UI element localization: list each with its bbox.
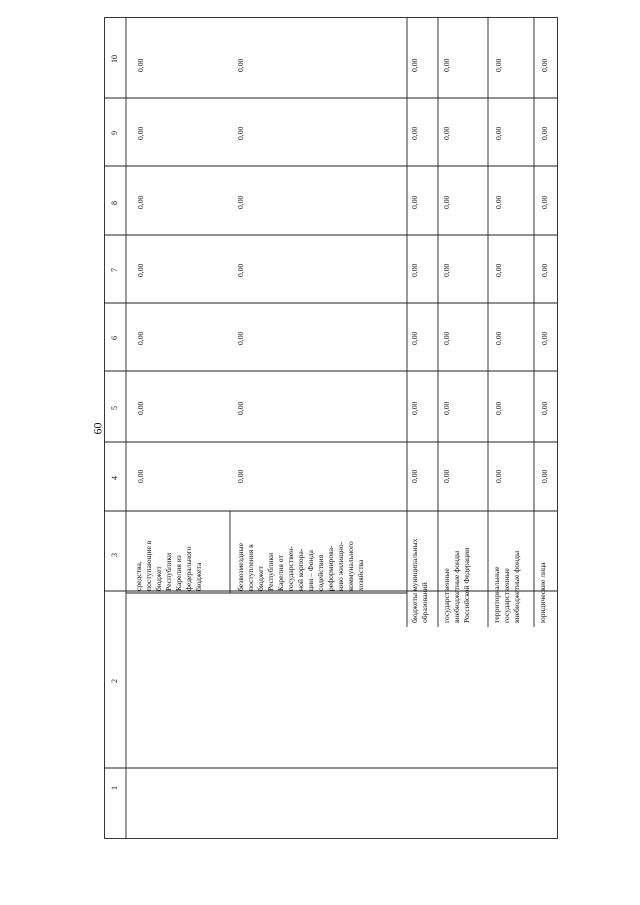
row-2-col-10: 0,00 <box>236 58 245 72</box>
row-1-col-8: 0,00 <box>136 195 145 209</box>
row-6-col-6: 0,00 <box>540 331 549 345</box>
row-4-col-9: 0,00 <box>442 126 451 140</box>
row-5-col-5: 0,00 <box>494 401 503 415</box>
row-2-col-4: 0,00 <box>236 469 245 483</box>
row-6-label: юридические лица <box>538 562 547 623</box>
row-6-col-10: 0,00 <box>540 58 549 72</box>
row-6-col-5: 0,00 <box>540 401 549 415</box>
row-3-col-6: 0,00 <box>410 331 419 345</box>
row-5-col-7: 0,00 <box>494 263 503 277</box>
row-3-col-7: 0,00 <box>410 263 419 277</box>
row-5-col-6: 0,00 <box>494 331 503 345</box>
col-header-1: 1 <box>110 786 119 790</box>
table-grid-lines <box>104 17 558 839</box>
col-header-5: 5 <box>110 406 119 410</box>
row-6-col-4: 0,00 <box>540 469 549 483</box>
row-5-col-4: 0,00 <box>494 469 503 483</box>
row-3-label: бюджеты муниципальных образований <box>410 538 429 623</box>
row-1-col-9: 0,00 <box>136 126 145 140</box>
row-2-col-9: 0,00 <box>236 126 245 140</box>
row-5-col-10: 0,00 <box>494 58 503 72</box>
row-5-col-8: 0,00 <box>494 195 503 209</box>
col-header-4: 4 <box>110 476 119 480</box>
row-6-col-9: 0,00 <box>540 126 549 140</box>
row-5-label: территориальные государственные внебюджетные фонды <box>492 550 521 623</box>
row-2-label: безвозмездные поступления в бюджет Республики Карелия от государствен- ной корпора- ции – Фонда содействия реформирова- нию жилищно- коммунального хозяйства <box>236 541 365 591</box>
row-3-col-4: 0,00 <box>410 469 419 483</box>
row-3-col-5: 0,00 <box>410 401 419 415</box>
row-4-col-7: 0,00 <box>442 263 451 277</box>
col-header-9: 9 <box>110 131 119 135</box>
row-1-label: средства, поступающие в бюджет Республики Карелия из федерального бюджета <box>134 540 203 591</box>
col-header-10: 10 <box>110 55 119 63</box>
row-5-col-9: 0,00 <box>494 126 503 140</box>
row-4-col-8: 0,00 <box>442 195 451 209</box>
row-3-col-10: 0,00 <box>410 58 419 72</box>
page-number: 60 <box>90 422 105 435</box>
col-header-8: 8 <box>110 201 119 205</box>
row-6-col-7: 0,00 <box>540 263 549 277</box>
col-header-2: 2 <box>110 679 119 683</box>
row-4-label: государственные внебюджетные фонды Российской Федерации <box>442 547 471 623</box>
row-4-col-10: 0,00 <box>442 58 451 72</box>
row-1-col-5: 0,00 <box>136 401 145 415</box>
row-1-col-4: 0,00 <box>136 469 145 483</box>
row-2-col-8: 0,00 <box>236 195 245 209</box>
row-1-col-7: 0,00 <box>136 263 145 277</box>
row-3-col-8: 0,00 <box>410 195 419 209</box>
col-header-7: 7 <box>110 268 119 272</box>
row-2-col-6: 0,00 <box>236 331 245 345</box>
row-1-col-10: 0,00 <box>136 58 145 72</box>
col-header-6: 6 <box>110 336 119 340</box>
row-4-col-5: 0,00 <box>442 401 451 415</box>
row-4-col-4: 0,00 <box>442 469 451 483</box>
row-1-col-6: 0,00 <box>136 331 145 345</box>
col-header-3: 3 <box>110 553 119 557</box>
row-3-col-9: 0,00 <box>410 126 419 140</box>
row-4-col-6: 0,00 <box>442 331 451 345</box>
row-2-col-5: 0,00 <box>236 401 245 415</box>
budget-table <box>104 17 558 839</box>
row-2-col-7: 0,00 <box>236 263 245 277</box>
row-6-col-8: 0,00 <box>540 195 549 209</box>
